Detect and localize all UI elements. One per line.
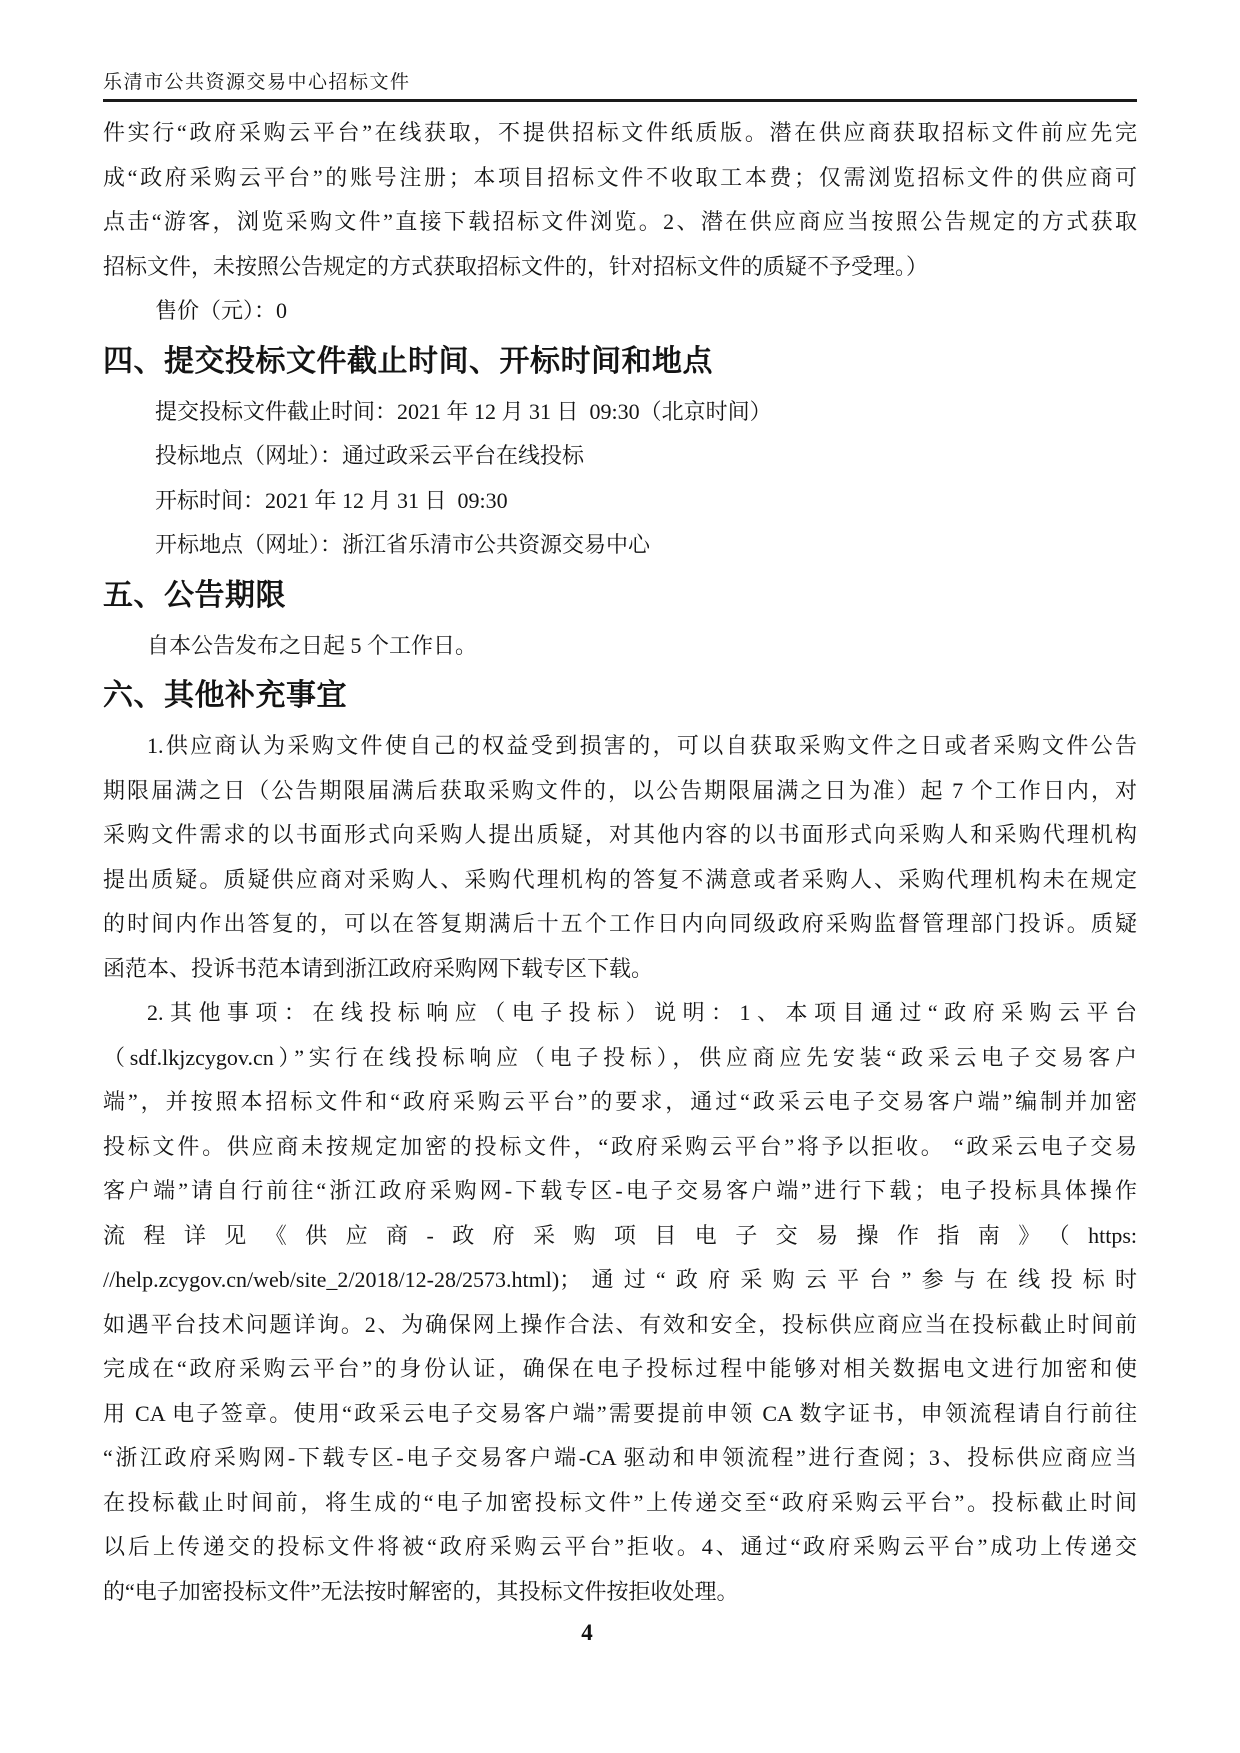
header-title: 乐清市公共资源交易中心招标文件 [103, 72, 411, 93]
body-line: 点击“游客，浏览采购文件”直接下载招标文件浏览。2、潜在供应商应当按照公告规定的方式获取 [103, 209, 1137, 234]
opening-time-line: 开标时间：2021 年 12 月 31 日 09:30 [155, 487, 508, 513]
body-line: 函范本、投诉书范本请到浙江政府采购网下载专区下载。 [103, 955, 654, 981]
body-line: 端”，并按照本招标文件和“政府采购云平台”的要求，通过“政采云电子交易客户端”编制并加密 [103, 1089, 1137, 1114]
body-line: 提出质疑。质疑供应商对采购人、采购代理机构的答复不满意或者采购人、采购代理机构未在规定 [103, 866, 1137, 892]
body-line: 采购文件需求的以书面形式向采购人提出质疑，对其他内容的以书面形式向采购人和采购代理机构 [103, 822, 1137, 847]
body-line: 招标文件，未按照公告规定的方式获取招标文件的，针对招标文件的质疑不予受理。） [103, 253, 929, 279]
body-line: 客户端”请自行前往“浙江政府采购网-下载专区-电子交易客户端”进行下载；电子投标具体操作 [103, 1178, 1137, 1203]
section-heading-5: 五、公告期限 [103, 578, 286, 612]
body-line: 以后上传递交的投标文件将被“政府采购云平台”拒收。4、通过“政府采购云平台”成功上传递交 [103, 1534, 1137, 1559]
price-line: 售价（元）：0 [155, 298, 288, 323]
section-heading-4: 四、提交投标文件截止时间、开标时间和地点 [103, 344, 713, 378]
opening-location-line: 开标地点（网址）：浙江省乐清市公共资源交易中心 [155, 532, 651, 557]
body-line: 如遇平台技术问题详询。2、为确保网上操作合法、有效和安全，投标供应商应当在投标截止时间前 [103, 1311, 1137, 1337]
document-body [103, 111, 1137, 1614]
body-line: 的“电子加密投标文件”无法按时解密的，其投标文件按拒收处理。 [103, 1578, 739, 1604]
body-line: 投标文件。供应商未按规定加密的投标文件，“政府采购云平台”将予以拒收。 “政采云电子交易 [103, 1133, 1137, 1159]
body-line: “浙江政府采购网-下载专区-电子交易客户端-CA 驱动和申领流程”进行查阅；3、投标供应商应当 [103, 1445, 1137, 1470]
page-number: 4 [581, 1620, 593, 1645]
bid-location-line: 投标地点（网址）：通过政采云平台在线投标 [155, 443, 585, 468]
body-line: 流程详见《供应商-政府采购项目电子交易操作指南》（https: [103, 1222, 1137, 1248]
body-line: 完成在“政府采购云平台”的身份认证，确保在电子投标过程中能够对相关数据电文进行加密和使 [103, 1356, 1137, 1381]
body-line: 在投标截止时间前，将生成的“电子加密投标文件”上传递交至“政府采购云平台”。投标截止时间 [103, 1489, 1137, 1515]
body-line: 期限届满之日（公告期限届满后获取采购文件的，以公告期限届满之日为准）起 7 个工作日内，对 [103, 777, 1137, 803]
body-line: 用 CA 电子签章。使用“政采云电子交易客户端”需要提前申领 CA 数字证书，申领流程请自行前往 [103, 1400, 1137, 1426]
body-line: 2.其他事项：在线投标响应（电子投标）说明：1、本项目通过“政府采购云平台 [147, 1000, 1137, 1025]
page-header [103, 0, 1137, 102]
body-line: （sdf.lkjzcygov.cn）”实行在线投标响应（电子投标），供应商应先安装“政采云电子交易客户 [103, 1044, 1137, 1070]
section-heading-6: 六、其他补充事宜 [103, 679, 347, 712]
page-footer [103, 1620, 1137, 1646]
body-line: 件实行“政府采购云平台”在线获取，不提供招标文件纸质版。潜在供应商获取招标文件前应先完 [103, 120, 1137, 145]
body-line: //help.zcygov.cn/web/site_2/2018/12-28/2573.html)；通过“政府采购云平台”参与在线投标时 [103, 1267, 1137, 1292]
body-line: 成“政府采购云平台”的账号注册；本项目招标文件不收取工本费；仅需浏览招标文件的供应商可 [103, 164, 1137, 190]
announcement-period-line: 自本公告发布之日起 5 个工作日。 [147, 632, 478, 658]
body-line: 1.供应商认为采购文件使自己的权益受到损害的，可以自获取采购文件之日或者采购文件公告 [147, 733, 1137, 758]
body-line: 的时间内作出答复的，可以在答复期满后十五个工作日内向同级政府采购监督管理部门投诉。质疑 [103, 911, 1137, 936]
deadline-line: 提交投标文件截止时间：2021 年 12 月 31 日 09:30（北京时间） [155, 398, 772, 424]
